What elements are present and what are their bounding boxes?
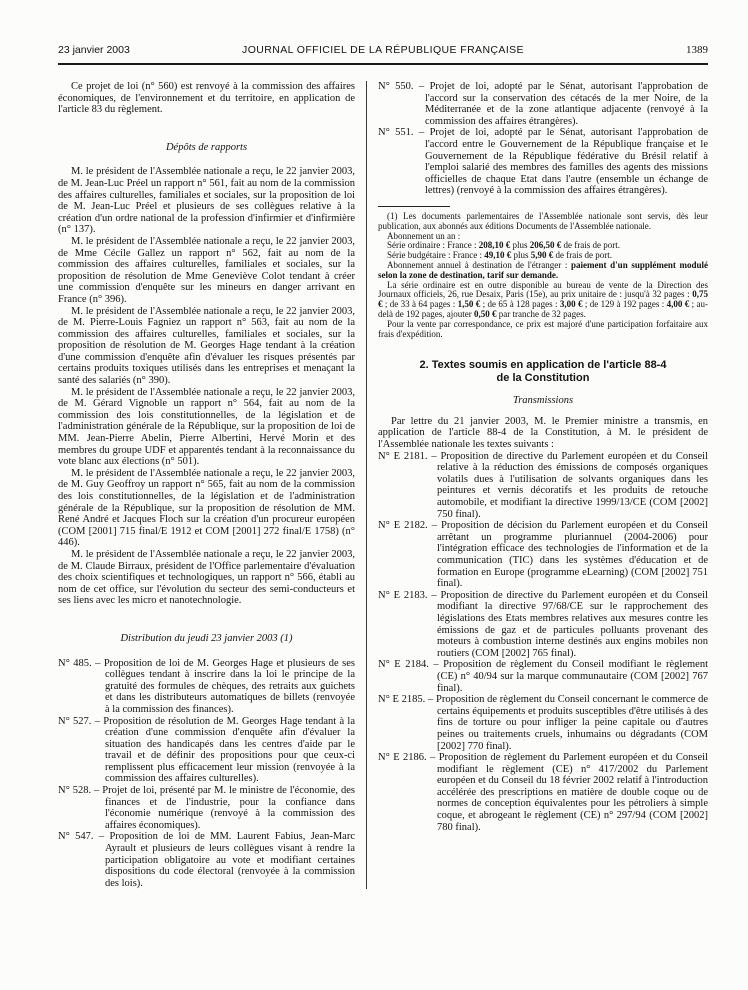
list-item xyxy=(58,831,355,889)
item-number: N° 547. – xyxy=(58,831,105,843)
list-item xyxy=(378,659,708,694)
footnote-paragraph: Série ordinaire : France : 208,10 € plus 206,50 € de frais de port. xyxy=(387,240,620,251)
left-column xyxy=(58,81,366,889)
list-item xyxy=(378,590,708,660)
paragraph: M. le président de l'Assemblée nationale a reçu, le 22 janvier 2003, de Mme Cécile Gallez un rapport n° 562, fait au nom de la commission des affaires culturelles, familiales et sociales, sur la proposition de résolution de Mme Geneviève Colot tendant à créer une commission d'enquête sur les mineurs en danger arrivant en France (n° 396). xyxy=(58,235,355,305)
footnote-block xyxy=(378,212,708,339)
header-rule xyxy=(58,63,708,65)
list-item xyxy=(378,520,708,590)
item-text: Proposition de directive du Parlement européen et du Conseil relative à la réduction des émissions de composés organiques volatils dues à l'utilisation de solvants organiques dans les peintures et vernis décoratifs et les produits de retouche automobile, et modifiant la directive 1999/13/CE (COM [2002] 750 final). xyxy=(437,450,709,520)
item-text: Projet de loi, adopté par le Sénat, autorisant l'approbation de l'accord sur la conservation des cétacés de la mer Noire, de la Méditerranée et de la zone atlantique adjacente (renvoyé à la commission des affaires étrangères). xyxy=(425,81,708,127)
item-text: Proposition de résolution de M. Georges Hage tendant à la création d'une commission d'enquête afin d'évaluer la situation des handicapés dans les centres d'aide par le travail et de définir des propositions pour que ceux-ci remplissent plus efficacement leur mission (renvoyée à la commission des affaires culturelles). xyxy=(103,715,356,785)
item-number: N° 485. – xyxy=(58,657,101,669)
footnote-paragraph: La série ordinaire est en outre disponible au bureau de vente de la Direction des Journaux officiels, 26, rue Desaix, Paris (15e), au prix unitaire de : jusqu'à 32 pages : 0,75 € ; de 33 à 64 pages : 1,50 € ; de 65 à 128 pages : 3,00 € ; de 129 à 192 pages : 4,00 € ; au-delà de 192 pages, ajouter 0,50 € par tranche de 32 pages. xyxy=(378,279,709,319)
item-number: N° E 2185. – xyxy=(378,694,434,706)
item-text: Proposition de règlement du Conseil modifiant le règlement (CE) n° 40/94 sur la marque communautaire (COM [2002] 767 final). xyxy=(437,659,708,694)
header-page-number: 1389 xyxy=(686,44,708,56)
list-item xyxy=(378,127,708,197)
item-number: N° 550. – xyxy=(378,81,425,92)
item-text: Proposition de directive du Parlement européen et du Conseil modifiant la directive 97/68/CE sur le rapprochement des législations des Etats membres relatives aux mesures contre les émissions de gaz et de particules polluants provenant des moteurs à combustion interne destinés aux engins mobiles non routiers (COM [2002] 765 final). xyxy=(437,589,709,659)
footnote-paragraph: Abonnement annuel à destination de l'étranger : paiement d'un supplément modulé selon la zone de destination, tarif sur demande. xyxy=(378,259,708,280)
item-text: Proposition de règlement du Parlement européen et du Conseil modifiant le règlement (CE) n° 417/2002 du Parlement européen et du Conseil du 18 février 2002 relatif à l'introduction accélérée des prescriptions en matière de double coque ou de normes de conception équivalentes pour les pétroliers à simple coque, et abrogeant le règlement (CE) n° 297/94 (COM [2002] 780 final). xyxy=(437,752,709,833)
header-title: JOURNAL OFFICIEL DE LA RÉPUBLIQUE FRANÇAISE xyxy=(242,44,524,56)
footnote-paragraph: Série budgétaire : France : 49,10 € plus 5,90 € de frais de port. xyxy=(387,250,612,261)
item-text: Proposition de décision du Parlement européen et du Conseil arrêtant un programme pluriannuel (2004-2006) pour l'intégration efficace des technologies de l'information et de la communication (TIC) dans les systèmes d'éducation et de formation en Europe (programme eLearning) (COM [2002] 751 final). xyxy=(437,520,708,590)
transmissions-heading: Transmissions xyxy=(512,395,574,407)
list-item xyxy=(58,716,355,786)
section-heading-line2: de la Constitution xyxy=(496,372,590,385)
list-item xyxy=(378,81,708,127)
item-number: N° 551. – xyxy=(378,127,425,139)
list-item xyxy=(58,658,355,716)
item-number: N° E 2181. – xyxy=(378,450,437,462)
list-item xyxy=(378,451,708,521)
item-text: Proposition de règlement du Conseil concernant le commerce de certains équipements et produits susceptibles d'être utilisés à des fins de torture ou pour infliger la peine capitale ou d'autres peines ou traitements cruels, inhumains ou dégradants (COM [2002] 770 final). xyxy=(436,694,708,752)
section-heading-line1: 2. Textes soumis en application de l'article 88-4 xyxy=(419,359,667,372)
item-text: Projet de loi, présenté par M. le ministre de l'économie, des finances et de l'industrie, pour la confiance dans l'économie numérique (renvoyé à la commission des affaires économiques). xyxy=(102,785,355,831)
paragraph: M. le président de l'Assemblée nationale a reçu, le 22 janvier 2003, de M. Pierre-Louis Fagniez un rapport n° 563, fait au nom de la commission des affaires culturelles, familiales et sociales, sur la proposition de résolution de M. Georges Hage tendant à la création d'une commission d'enquête afin d'évaluer les risques présentés par certains produits toxiques utilisés dans les entreprises et menaçant la santé des salariés (n° 390). xyxy=(58,305,355,387)
list-item xyxy=(378,694,708,752)
paragraph: M. le président de l'Assemblée nationale a reçu, le 22 janvier 2003, de M. Jean-Luc Préel un rapport n° 561, fait au nom de la commission des affaires culturelles, familiales et sociales, sur la proposition de loi de M. Jean-Luc Préel et plusieurs de ses collègues relative à la création d'un ordre national de la profession d'infirmier et d'infirmière (n° 137). xyxy=(58,166,355,236)
intro-paragraph: Ce projet de loi (n° 560) est renvoyé à la commission des affaires économiques, de l'environnement et du territoire, en application de l'article 83 du règlement. xyxy=(58,81,355,116)
item-text: Proposition de loi de M. Georges Hage et plusieurs de ses collègues tendant à inscrire dans la loi le principe de la gratuité des formules de chèques, des retraits aux guichets et dans les distributeurs automatiques de billets (renvoyée à la commission des finances). xyxy=(103,657,355,715)
item-number: N° E 2186. – xyxy=(378,752,436,764)
item-number: N° 527. – xyxy=(58,715,100,727)
header-date: 23 janvier 2003 xyxy=(58,44,130,56)
reports-heading: Dépôts de rapports xyxy=(165,141,248,153)
two-column-body xyxy=(58,81,708,889)
list-item xyxy=(378,752,708,833)
footnote-paragraph: Pour la vente par correspondance, ce prix est majoré d'une participation forfaitaire aux frais d'expédition. xyxy=(378,318,708,339)
footnote-paragraph: (1) Les documents parlementaires de l'Assemblée nationale sont servis, dès leur publication, aux abonnés aux éditions Documents de l'Assemblée nationale. xyxy=(378,210,708,231)
transmissions-intro: Par lettre du 21 janvier 2003, M. le Premier ministre a transmis, en application de l'article 88-4 de la Constitution, à M. le président de l'Assemblée nationale les textes suivants : xyxy=(378,415,708,451)
item-number: N° E 2183. – xyxy=(378,589,437,601)
footnote-paragraph: Abonnement un an : xyxy=(387,230,461,241)
list-item xyxy=(58,785,355,831)
distribution-heading: Distribution du jeudi 23 janvier 2003 (1) xyxy=(120,632,293,644)
section-heading xyxy=(378,359,708,385)
footnote-separator xyxy=(378,206,450,207)
item-number: N° E 2184. – xyxy=(378,659,439,671)
paragraph: M. le président de l'Assemblée nationale a reçu, le 22 janvier 2003, de M. Claude Birraux, président de l'Office parlementaire d'évaluation des choix scientifiques et technologiques, un rapport n° 566, établi au nom de cet office, sur l'évolution du secteur des semi-conducteurs et ses liens avec les micro et nanotechnologie. xyxy=(58,548,355,607)
item-number: N° E 2182. – xyxy=(378,520,438,532)
right-column xyxy=(366,81,708,889)
item-number: N° 528. – xyxy=(58,785,100,797)
page-header xyxy=(58,44,708,56)
item-text: Proposition de loi de MM. Laurent Fabius, Jean-Marc Ayrault et plusieurs de leurs collègues visant à rendre la participation obligatoire au vote et modifiant certaines dispositions du code électoral (renvoyée à la commission des lois). xyxy=(105,831,355,889)
item-text: Projet de loi, adopté par le Sénat, autorisant l'approbation de l'accord entre le Gouvernement de la République française et le Gouvernement de la République fédérative du Brésil relatif à l'emploi salarié des membres des familles des agents des missions officielles de chaque Etat dans l'autre (ensemble un échange de lettres) (renvoyé à la commission des affaires étrangères). xyxy=(425,127,708,197)
paragraph: M. le président de l'Assemblée nationale a reçu, le 22 janvier 2003, de M. Gérard Vignoble un rapport n° 564, fait au nom de la commission des lois constitutionnelles, de la législation et de l'administration générale de la République, sur la proposition de loi de MM. Jean-Pierre Abelin, Pierre Albertini, Hervé Morin et des membres du groupe UDF et apparentés tendant à la reconnaissance du vote blanc aux élections (n° 501). xyxy=(58,386,355,468)
paragraph: M. le président de l'Assemblée nationale a reçu, le 22 janvier 2003, de M. Guy Geoffroy un rapport n° 565, fait au nom de la commission des lois constitutionnelles, de la législation et de l'administration générale de la République, sur la proposition de résolution de MM. René André et Jacques Floch sur la création d'un procureur européen (COM [2001] 715 final/E 1912 et COM [2001] 272 final/E 1758) (n° 446). xyxy=(58,467,355,549)
